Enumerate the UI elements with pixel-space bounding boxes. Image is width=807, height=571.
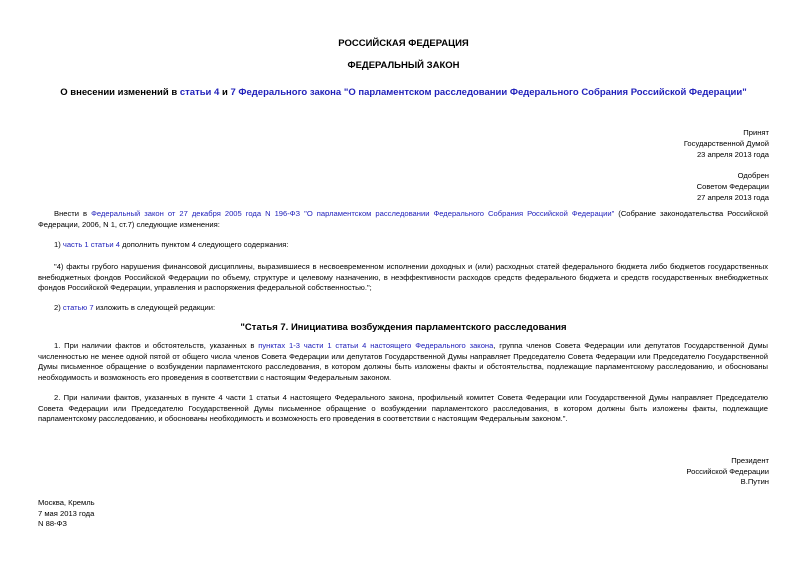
article-7-title: "Статья 7. Инициатива возбуждения парламентского расследования xyxy=(240,322,567,333)
article-p1-prefix: 1. При наличии фактов и обстоятельств, указанных в xyxy=(54,341,259,350)
intro-prefix: Внести в xyxy=(54,209,92,218)
article-paragraph-2: 2. При наличии фактов, указанных в пункте 4 части 1 статьи 4 настоящего Федерального закона, профильный комитет Совета Федерации или Государственной Думы направляет Председателю Совета Федерации или Председателю Государственной Думы письменное обращение о возбуждении парламентского расследования, в котором должны быть изложены факты, подлежащие парламентскому расследованию, и обоснованы необходимость и возможность его проведения в соответствии с настоящим Федеральным законом.". xyxy=(38,393,768,424)
signature-title: Президент xyxy=(731,456,769,465)
article-7-link[interactable]: статью 7 xyxy=(62,303,94,312)
signature-block xyxy=(686,456,769,488)
article-p1-suffix: , группа членов Совета Федерации или депутатов Государственной Думы численностью не менее одной пятой от общего числа членов Совета Федерации или депутатов Государственной Думы направляет Председателю Совета Федерации или Председателю Государственной Думы письменное обращение о возбуждении парламентского расследования, в котором должны быть изложены факты и обстоятельства, подлежащие парламентскому расследованию, и обоснованы необходимость и возможность его проведения в соответствии с настоящим Федеральным законом. xyxy=(38,341,768,382)
adopted-label: Принят xyxy=(743,128,769,137)
place-date-block xyxy=(38,498,95,530)
item-1-paragraph xyxy=(38,240,768,251)
approved-block xyxy=(697,170,769,203)
subject-prefix: О внесении изменений в xyxy=(60,87,180,98)
country-heading: РОССИЙСКАЯ ФЕДЕРАЦИЯ xyxy=(338,38,469,49)
signature-country: Российской Федерации xyxy=(686,466,769,476)
federal-law-link[interactable]: Федеральный закон от 27 декабря 2005 года N 196-ФЗ "О парламентском расследовании Федерального Собрания Российской Федерации" xyxy=(91,209,615,218)
item-2-prefix: 2) xyxy=(54,303,63,312)
place-name: Москва, Кремль xyxy=(38,498,95,507)
subject-mid: и xyxy=(219,87,231,98)
article-7-law-link[interactable]: 7 Федерального закона "О парламентском расследовании Федерального Собрания Российской Федерации" xyxy=(230,87,747,98)
item-1-prefix: 1) xyxy=(54,240,63,249)
item-2-paragraph xyxy=(38,303,768,314)
signing-date: 7 мая 2013 года xyxy=(38,508,95,518)
intro-paragraph xyxy=(38,209,768,230)
law-number: N 88-ФЗ xyxy=(38,519,67,529)
adopted-body: Государственной Думой xyxy=(683,139,769,148)
item-1-suffix: дополнить пунктом 4 следующего содержания: xyxy=(119,240,289,249)
adopted-block xyxy=(684,127,769,160)
item-2-suffix: изложить в следующей редакции: xyxy=(93,303,216,312)
intro-suffix: (Собрание законодательства Российской Федерации, 2006, N 1, ст.7) следующие изменения: xyxy=(38,209,768,229)
law-subject-title xyxy=(0,87,807,98)
approved-body: Советом Федерации xyxy=(696,182,769,191)
item-1-quote-paragraph: "4) факты грубого нарушения финансовой дисциплины, выразившиеся в несвоевременном исполнении доходных и (или) расходных статей федерального бюджета либо бюджетов государственных внебюджетных фондов Российской Федерации по объему, структуре и целевому назначению, в неэффективности расходов средств федерального бюджета и средств государственных внебюджетных фондов Российской Федерации, управления и распоряжения федеральной собственностью."; xyxy=(38,262,768,293)
part-1-article-4-link[interactable]: часть 1 статьи 4 xyxy=(62,240,120,249)
article-4-link[interactable]: статьи 4 xyxy=(179,87,220,98)
approved-label: Одобрен xyxy=(737,171,769,180)
document-type-heading: ФЕДЕРАЛЬНЫЙ ЗАКОН xyxy=(347,60,460,71)
article-paragraph-1 xyxy=(38,341,768,383)
points-1-3-link[interactable]: пунктах 1-3 части 1 статьи 4 настоящего Федерального закона xyxy=(258,341,494,350)
signature-name: В.Путин xyxy=(740,477,769,487)
approved-date: 27 апреля 2013 года xyxy=(696,193,769,202)
adopted-date: 23 апреля 2013 года xyxy=(696,150,769,159)
